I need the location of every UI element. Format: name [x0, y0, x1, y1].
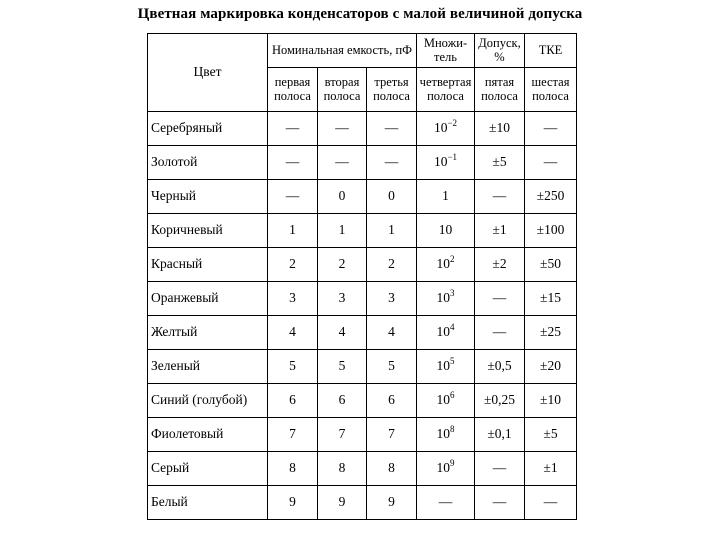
band3-cell: 0: [367, 180, 417, 214]
color-cell: Желтый: [148, 316, 268, 350]
header-tke: ТКЕ: [525, 34, 577, 68]
header-band3: третья полоса: [367, 68, 417, 112]
table-row: [148, 486, 577, 520]
band2-cell: 7: [318, 418, 367, 452]
band1-cell: —: [268, 180, 318, 214]
multiplier-base: 10: [436, 460, 450, 476]
multiplier-base: 10: [436, 426, 450, 442]
color-cell: Зеленый: [148, 350, 268, 384]
color-cell: Коричневый: [148, 214, 268, 248]
color-cell: Золотой: [148, 146, 268, 180]
tke-cell: ±100: [525, 214, 577, 248]
tolerance-cell: —: [475, 486, 525, 520]
capacitor-color-table: [147, 33, 577, 520]
multiplier-cell: [417, 248, 475, 282]
multiplier-base: 10: [438, 222, 453, 238]
multiplier-exponent: 4: [450, 321, 455, 332]
multiplier-base: 10: [436, 392, 450, 408]
band2-cell: 1: [318, 214, 367, 248]
tolerance-cell: —: [475, 282, 525, 316]
tke-cell: ±10: [525, 384, 577, 418]
band2-cell: —: [318, 112, 367, 146]
band1-cell: 4: [268, 316, 318, 350]
header-multiplier: Множи-тель: [417, 34, 475, 68]
multiplier-cell: [417, 452, 475, 486]
band1-cell: —: [268, 146, 318, 180]
table-row: [148, 180, 577, 214]
color-cell: Черный: [148, 180, 268, 214]
header-band1: первая полоса: [268, 68, 318, 112]
band1-cell: 6: [268, 384, 318, 418]
table-row: [148, 316, 577, 350]
table-row: [148, 384, 577, 418]
tolerance-cell: —: [475, 452, 525, 486]
table-row: [148, 282, 577, 316]
tolerance-cell: ±10: [475, 112, 525, 146]
multiplier-base: 1: [442, 188, 449, 204]
header-row: [148, 34, 577, 68]
band2-cell: 6: [318, 384, 367, 418]
tolerance-cell: ±0,1: [475, 418, 525, 452]
header-color: Цвет: [148, 34, 268, 112]
band3-cell: 5: [367, 350, 417, 384]
header-band5: пятая полоса: [475, 68, 525, 112]
tke-cell: —: [525, 146, 577, 180]
band1-cell: —: [268, 112, 318, 146]
band3-cell: 1: [367, 214, 417, 248]
color-cell: Красный: [148, 248, 268, 282]
color-cell: Серебряный: [148, 112, 268, 146]
tke-cell: —: [525, 112, 577, 146]
band3-cell: 9: [367, 486, 417, 520]
band2-cell: 5: [318, 350, 367, 384]
band3-cell: 6: [367, 384, 417, 418]
multiplier-exponent: 8: [450, 423, 455, 434]
multiplier-cell: [417, 146, 475, 180]
header-band4: четвертая полоса: [417, 68, 475, 112]
table-row: [148, 350, 577, 384]
multiplier-exponent: 9: [450, 457, 455, 468]
multiplier-base: 10: [436, 256, 450, 272]
band2-cell: 2: [318, 248, 367, 282]
table-row: [148, 452, 577, 486]
table-row: [148, 112, 577, 146]
table-row: [148, 214, 577, 248]
multiplier-cell: [417, 214, 475, 248]
band3-cell: 2: [367, 248, 417, 282]
tke-cell: ±5: [525, 418, 577, 452]
header-tolerance: Допуск, %: [475, 34, 525, 68]
table-row: [148, 418, 577, 452]
color-cell: Синий (голубой): [148, 384, 268, 418]
band1-cell: 2: [268, 248, 318, 282]
tke-cell: ±20: [525, 350, 577, 384]
multiplier-cell: [417, 180, 475, 214]
tke-cell: ±15: [525, 282, 577, 316]
color-cell: Серый: [148, 452, 268, 486]
multiplier-cell: [417, 316, 475, 350]
multiplier-exponent: −2: [447, 117, 458, 128]
header-band6: шестая полоса: [525, 68, 577, 112]
multiplier-base: 10: [433, 154, 448, 170]
table-row: [148, 248, 577, 282]
multiplier-cell: [417, 486, 475, 520]
tolerance-cell: ±5: [475, 146, 525, 180]
band1-cell: 9: [268, 486, 318, 520]
multiplier-cell: [417, 350, 475, 384]
multiplier-exponent: 5: [450, 355, 455, 366]
multiplier-exponent: 6: [450, 389, 455, 400]
multiplier-base: 10: [436, 290, 450, 306]
band3-cell: 8: [367, 452, 417, 486]
header-band2: вторая полоса: [318, 68, 367, 112]
tolerance-cell: ±2: [475, 248, 525, 282]
tolerance-cell: —: [475, 180, 525, 214]
band3-cell: 3: [367, 282, 417, 316]
tke-cell: ±250: [525, 180, 577, 214]
multiplier-exponent: 3: [450, 287, 455, 298]
multiplier-cell: [417, 384, 475, 418]
tolerance-cell: ±0,5: [475, 350, 525, 384]
band3-cell: 4: [367, 316, 417, 350]
band3-cell: 7: [367, 418, 417, 452]
band1-cell: 1: [268, 214, 318, 248]
tke-cell: ±50: [525, 248, 577, 282]
color-cell: Фиолетовый: [148, 418, 268, 452]
multiplier-exponent: −1: [447, 151, 458, 162]
band1-cell: 7: [268, 418, 318, 452]
band2-cell: 9: [318, 486, 367, 520]
band2-cell: 4: [318, 316, 367, 350]
multiplier-base: 10: [436, 358, 450, 374]
tolerance-cell: ±0,25: [475, 384, 525, 418]
multiplier-cell: [417, 418, 475, 452]
multiplier-base: —: [438, 494, 453, 510]
color-cell: Белый: [148, 486, 268, 520]
band1-cell: 5: [268, 350, 318, 384]
multiplier-base: 10: [436, 324, 450, 340]
color-cell: Оранжевый: [148, 282, 268, 316]
table-row: [148, 146, 577, 180]
band2-cell: 3: [318, 282, 367, 316]
band3-cell: —: [367, 146, 417, 180]
band2-cell: 8: [318, 452, 367, 486]
table-body: [148, 112, 577, 520]
header-nominal: Номинальная емкость, пФ: [268, 34, 417, 68]
tolerance-cell: ±1: [475, 214, 525, 248]
band3-cell: —: [367, 112, 417, 146]
multiplier-exponent: 2: [450, 253, 455, 264]
tke-cell: —: [525, 486, 577, 520]
band1-cell: 3: [268, 282, 318, 316]
multiplier-cell: [417, 282, 475, 316]
multiplier-base: 10: [433, 120, 448, 136]
tke-cell: ±25: [525, 316, 577, 350]
tolerance-cell: —: [475, 316, 525, 350]
band1-cell: 8: [268, 452, 318, 486]
page-title: Цветная маркировка конденсаторов с малой величиной допуска: [137, 6, 583, 22]
band2-cell: 0: [318, 180, 367, 214]
multiplier-cell: [417, 112, 475, 146]
tke-cell: ±1: [525, 452, 577, 486]
band2-cell: —: [318, 146, 367, 180]
